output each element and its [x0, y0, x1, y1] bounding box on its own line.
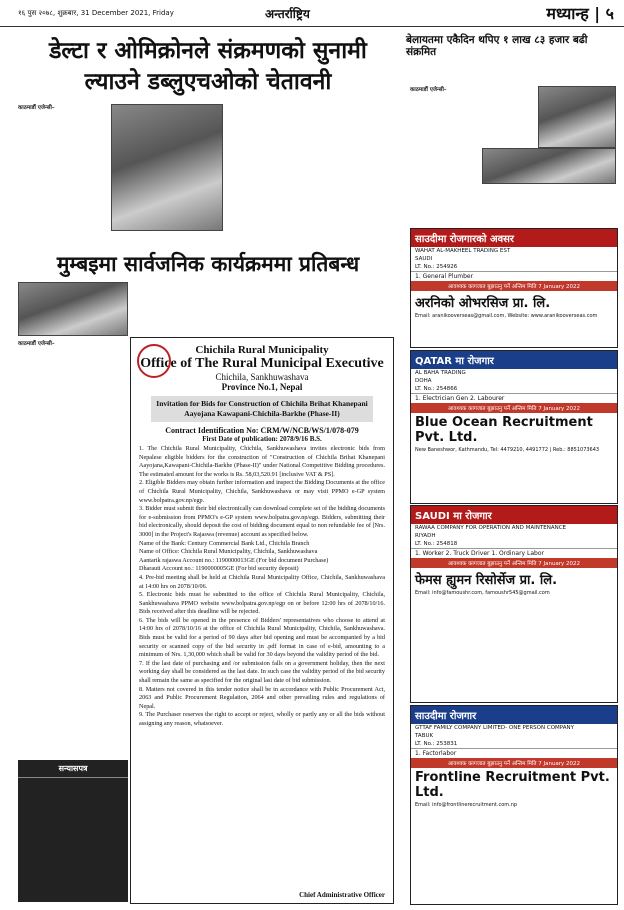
ad-positions: 1. Electrician Gen 2. Labourer — [411, 393, 617, 403]
notice-banner: Invitation for Bids for Construction of Chichila Brihat Khanepani Aayojana Kawapani-Chichila-Barkhe (Phase-II) — [151, 396, 373, 422]
issue-date: १६ पुस २०७८, शुक्रबार, 31 December 2021, Friday — [18, 9, 174, 17]
ad-contact: Email: aranikooverseas@gmail.com, Website: www.aranikooverseas.com — [415, 313, 598, 319]
ad-deadline: आवश्यक कागजात बुझाउनु पर्ने अन्तिम मिति 7 January 2022 — [411, 758, 617, 768]
ad-company: AL BAHA TRADING — [415, 370, 466, 376]
ad-company: RAWAA COMPANY FOR OPERATION AND MAINTENANCE — [415, 525, 567, 531]
ad-positions: 1. General Plumber — [411, 271, 617, 281]
notice-item: Aantarik rajaswa Account no.: 1190000013GE (For bid document Purchase) — [139, 556, 329, 564]
notice-province: Province No.1, Nepal — [221, 382, 303, 392]
ad-contact: New Baneshwor, Kathmandu, Tel: 4479210, 4491772 | Reb.: 8851073643 — [415, 447, 600, 453]
ad-title: साउदीमा रोजगार — [411, 706, 617, 724]
article2-photo — [18, 282, 128, 336]
ad-contact: Email: info@famoushr.com, famoushr545@gmail.com — [415, 590, 550, 596]
tender-notice — [130, 337, 394, 904]
recruitment-ad — [410, 350, 618, 504]
ad-country: RIYADH — [415, 533, 436, 539]
sidebar-box — [18, 760, 128, 902]
article1-column-3 — [315, 104, 400, 244]
notice-item: 2. Eligible Bidders may obtain further information and inspect the Bidding Documents at the office of Chichila Rural Municipality, Chichila, Sankhuwashava or may visit PPMO e-GP system www.bolpatra.gov.np/egp. — [139, 479, 385, 504]
notice-body — [131, 443, 393, 731]
article1-byline: काठमाडौं एजेन्सी– — [18, 105, 55, 111]
notice-publication-date: First Date of publication: 2078/9/16 B.S. — [202, 435, 322, 443]
notice-item: 4. Pre-bid meeting shall be held at Chichila Rural Municipality Office, Chichila, Sankhuwashava at 14:00 hrs on 2078/10/06. — [139, 573, 385, 590]
notice-item: 9. The Purchaser reserves the right to accept or reject, wholly or partly any or all the bids without assigning any reason, whatsoever. — [139, 711, 385, 727]
ad-license: LT. No.: 254818 — [415, 541, 458, 547]
recruitment-ad — [410, 228, 618, 348]
ad-positions: 1. Worker 2. Truck Driver 1. Ordinary Labor — [411, 548, 617, 558]
article1-photo — [111, 104, 223, 231]
notice-item: 6. The bids will be opened in the presence of Bidders' representatives who choose to attend at 14:00 hrs of 2078/10/16 at the office of Chichila Rural Municipality, Chichila, Sankhuwashava. Bids must be valid for a period of 90 days after bid opening and must be accompanied by a bid security or scanned copy of the bid security in .pdf format in case of e-bid, amounting to a minimum of Nrs. 1,30,000 which shall be valid for 30 days beyond the validity period of the bid. — [139, 616, 385, 659]
ad-license: LT. No.: 254866 — [415, 386, 458, 392]
notice-item: Name of Office: Chichila Rural Municipality, Chichila, Sankhuwashava — [139, 548, 318, 556]
section-title: अन्तर्राष्ट्रिय — [265, 7, 310, 21]
article1-column-1 — [18, 104, 106, 244]
ad-agency-name: Frontline Recruitment Pvt. Ltd. — [415, 770, 610, 800]
ad-agency-name: Blue Ocean Recruitment Pvt. Ltd. — [415, 415, 593, 445]
ad-positions: 1. Factorlabor — [411, 748, 617, 758]
ad-country: DOHA — [415, 378, 432, 384]
ad-title: QATAR मा रोजगार — [411, 351, 617, 369]
ad-contact: Email: info@frontlinerecruitment.com.np — [415, 802, 518, 808]
notice-item: 7. If the last date of purchasing and /or submission falls on a government holiday, then the next working day shall be considered as the last date. In such case the validity period of the bid security shall remain the same as specified for the original last date of bid submission. — [139, 659, 385, 685]
article2-headline: मुम्बइमा सार्वजनिक कार्यक्रममा प्रतिबन्ध — [56, 252, 360, 276]
nepal-emblem-icon — [137, 344, 171, 378]
article2-column-4 — [310, 282, 398, 334]
article2-column-2 — [130, 282, 215, 334]
ad-country: SAUDI — [415, 256, 433, 262]
notice-contract-id: Contract Identification No: CRM/W/NCB/WS/1/078-079 — [165, 426, 359, 435]
article1-column-2 — [224, 104, 309, 244]
notice-org: Chichila Rural Municipality — [195, 344, 329, 356]
ad-company: GTTAF FAMILY COMPANY LIMITED- ONE PERSON COMPANY — [415, 725, 574, 731]
article3-photo-2 — [482, 148, 616, 184]
ad-company: WAHAT AL-MAKHEEL TRADING EST — [415, 248, 511, 254]
article1-headline: डेल्टा र ओमिक्रोनले संक्रमणको सुनामी ल्याउने डब्लुएचओको चेतावनी — [49, 38, 367, 95]
ad-agency-name: फेमस ह्युमन रिसोर्सेज प्रा. लि. — [415, 573, 558, 588]
notice-item: 8. Matters not covered in this tender notice shall be in accordance with Public Procurement Act, 2063 and Public Procurement Regulation, 2064 and other prevailing rules and regulations of Nepal. — [139, 685, 385, 710]
ad-title: SAUDI मा रोजगार — [411, 506, 617, 524]
notice-signature: Chief Administrative Officer — [299, 891, 385, 899]
article3-headline: बेलायतमा एकैदिन थपिए १ लाख ८३ हजार बढी संक्रमित — [406, 34, 588, 58]
article2-column-1 — [18, 340, 126, 755]
article2-byline: काठमाडौं एजेन्सी– — [18, 341, 55, 347]
notice-item: Dharauti Account no.: 1190000005GE (For bid security deposit) — [139, 565, 299, 573]
notice-office: Office of The Rural Municipal Executive — [140, 356, 384, 371]
ad-license: LT. No.: 253831 — [415, 741, 458, 747]
article3-column-1 — [410, 86, 478, 226]
ad-license: LT. No.: 254926 — [415, 264, 458, 270]
ad-agency-name: अरनिको ओभरसिज प्रा. लि. — [415, 296, 551, 311]
page-header — [0, 0, 624, 27]
ad-deadline: आवश्यक कागजात बुझाउनु पर्ने अन्तिम मिति 7 January 2022 — [411, 558, 617, 568]
article3-photo-1 — [538, 86, 616, 148]
notice-item: 3. Bidder must submit their bid electronically can download complete set of the bidding documents for e-submission from PPMO's e-GP system www.bolpatra.gov.np/egp. Bidders, submitting their bid electronically, should deposit the cost of bidding document equal to non refundable fee of [Nrs. 3000] in the Project's Rajaswa (revenue) account as specified below. — [139, 505, 385, 538]
article2-column-3 — [220, 282, 305, 334]
page-number: मध्यान्ह | ५ — [546, 4, 614, 23]
notice-item: 5. Electronic bids must be submitted to the office of Chichila Rural Municipality, Chichila, Sankhuwashava PPMO website www.bolpatra.gov.np/egp on or before 12:00 hrs of 2078/10/16. Bids received after this deadline will be rejected. — [139, 591, 385, 616]
recruitment-ad — [410, 505, 618, 703]
ad-deadline: आवश्यक कागजात बुझाउनु पर्ने अन्तिम मिति 7 January 2022 — [411, 281, 617, 291]
notice-location: Chichila, Sankhuwashava — [215, 372, 309, 382]
notice-item: Name of the Bank: Century Commercial Bank Ltd., Chichila Branch — [139, 539, 310, 547]
article3-byline: काठमाडौं एजेन्सी– — [410, 87, 447, 93]
notice-item: 1. The Chichila Rural Municipality, Chichila, Sankhuwashava invites electronic bids from Nepalese eligible bidders for the construction of "Construction of Chichila Brihat Khanepani Aayojana,Kawapani-Chichila-Barkhe (Phase-II)" under National Competitive Bidding procedures. The estimated amount for the works is Rs. 58,03,520.91 [inclusive VAT & PS]. — [139, 445, 385, 478]
sidebar-title: सन्यासपत्र — [18, 760, 128, 778]
recruitment-ad — [410, 705, 618, 905]
ad-country: TABUK — [415, 733, 434, 739]
ad-title: साउदीमा रोजगारको अवसर — [411, 229, 617, 247]
ad-deadline: आवश्यक कागजात बुझाउनु पर्ने अन्तिम मिति 7 January 2022 — [411, 403, 617, 413]
